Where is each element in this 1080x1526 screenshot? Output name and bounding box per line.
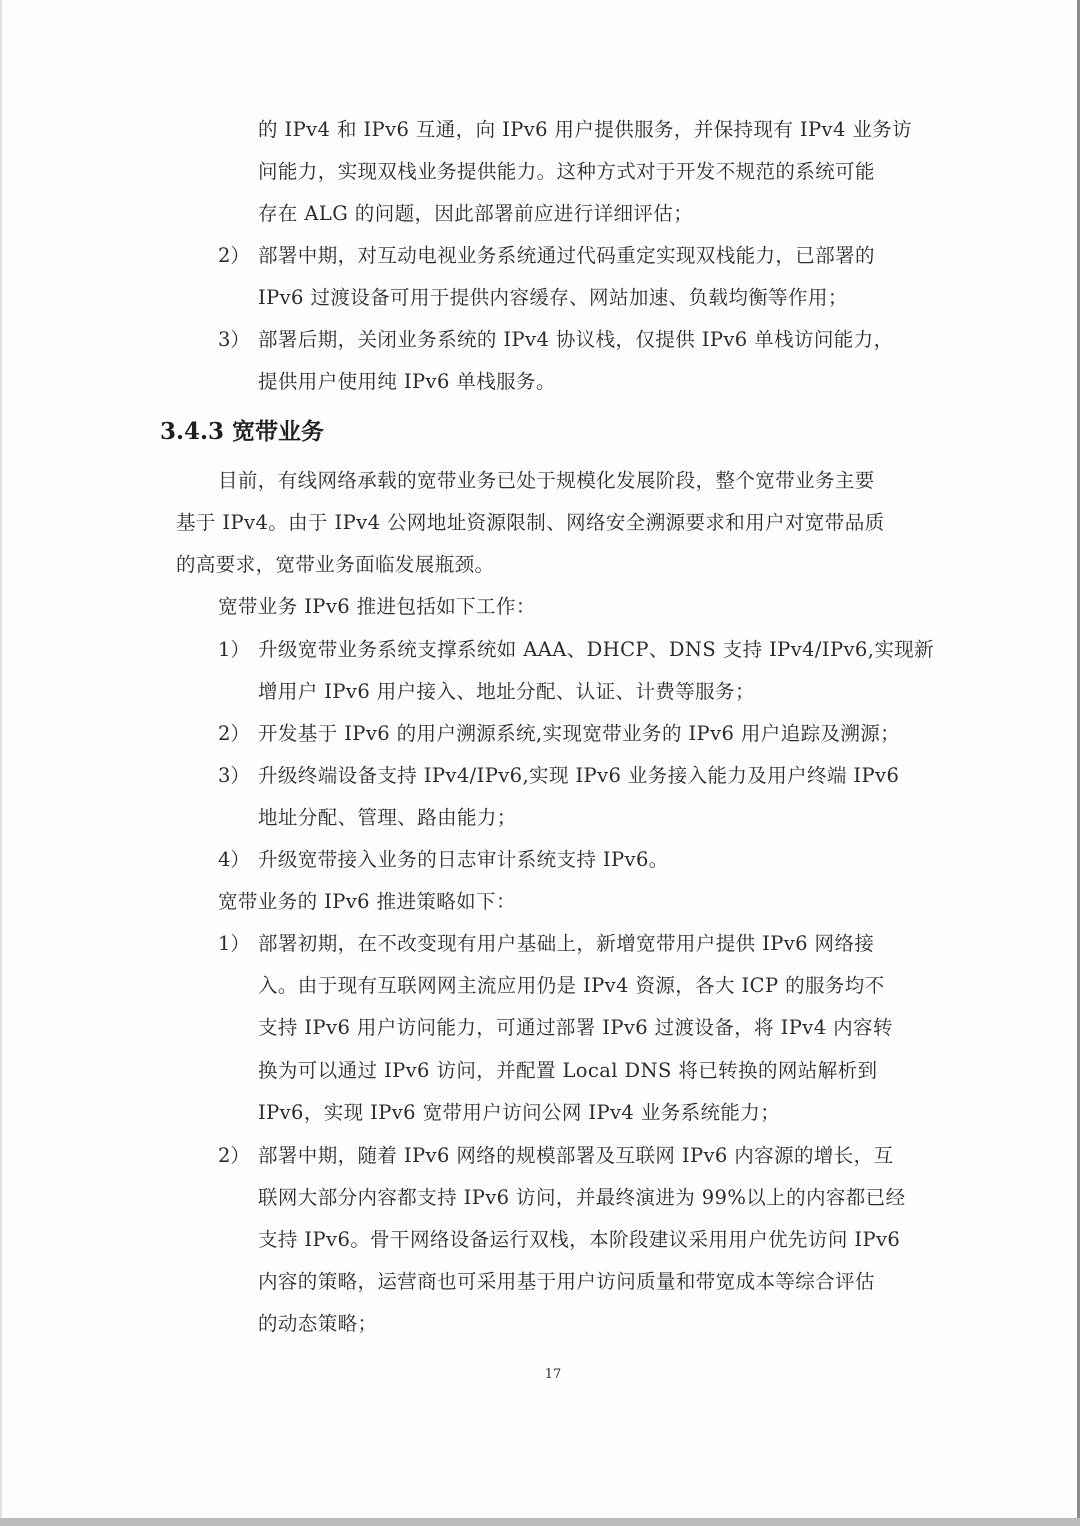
page-edge-left: [0, 0, 2, 1526]
list-item-line: 开发基于 IPv6 的用户溯源系统,实现宽带业务的 IPv6 用户追踪及溯源；: [258, 722, 901, 745]
list-item-number: 1）: [218, 638, 250, 661]
list-item-line: 提供用户使用纯 IPv6 单栈服务。: [258, 370, 556, 393]
work-list-title: 宽带业务 IPv6 推进包括如下工作：: [218, 595, 536, 618]
list-item-line: 部署中期，随着 IPv6 网络的规模部署及互联网 IPv6 内容源的增长，互: [258, 1144, 894, 1167]
list-item-line: IPv6，实现 IPv6 宽带用户访问公网 IPv4 业务系统能力；: [258, 1101, 781, 1124]
list-item-line: 升级宽带接入业务的日志审计系统支持 IPv6。: [258, 848, 669, 871]
paragraph-line: 目前，有线网络承载的宽带业务已处于规模化发展阶段，整个宽带业务主要: [218, 469, 875, 492]
list-item-number: 3）: [218, 328, 250, 351]
list-item-line: 部署后期，关闭业务系统的 IPv4 协议栈，仅提供 IPv6 单栈访问能力，: [258, 328, 894, 351]
list-item-line: 增用户 IPv6 用户接入、地址分配、认证、计费等服务；: [258, 680, 755, 703]
list-item-line: 地址分配、管理、路由能力；: [258, 806, 517, 829]
list-item-number: 1）: [218, 932, 250, 955]
list-item-number: 2）: [218, 244, 250, 267]
paragraph-line: 基于 IPv4。由于 IPv4 公网地址资源限制、网络安全溯源要求和用户对宽带品质: [176, 511, 885, 534]
list-item-line: 部署中期，对互动电视业务系统通过代码重定实现双栈能力，已部署的: [258, 244, 875, 267]
list-item-line: IPv6 过渡设备可用于提供内容缓存、网站加速、负载均衡等作用；: [258, 286, 848, 309]
section-heading: 3.4.3 宽带业务: [160, 418, 325, 445]
list-item-line: 升级宽带业务系统支撑系统如 AAA、DHCP、DNS 支持 IPv4/IPv6,实现新: [258, 638, 935, 661]
list-item-line: 内容的策略，运营商也可采用基于用户访问质量和带宽成本等综合评估: [258, 1270, 875, 1293]
list-item-line: 联网大部分内容都支持 IPv6 访问，并最终演进为 99%以上的内容都已经: [258, 1186, 906, 1209]
list-item-line: 的 IPv4 和 IPv6 互通，向 IPv6 用户提供服务，并保持现有 IPv4 业务访: [258, 118, 913, 141]
list-item-line: 问能力，实现双栈业务提供能力。这种方式对于开发不规范的系统可能: [258, 160, 875, 183]
list-item-number: 2）: [218, 722, 250, 745]
strategy-list-title: 宽带业务的 IPv6 推进策略如下：: [218, 890, 516, 913]
list-item-line: 的动态策略；: [258, 1312, 378, 1335]
list-item-line: 支持 IPv6。骨干网络设备运行双栈，本阶段建议采用用户优先访问 IPv6: [258, 1228, 901, 1251]
list-item-line: 换为可以通过 IPv6 访问，并配置 Local DNS 将已转换的网站解析到: [258, 1059, 878, 1082]
list-item-number: 2）: [218, 1144, 250, 1167]
list-item-line: 入。由于现有互联网网主流应用仍是 IPv4 资源，各大 ICP 的服务均不: [258, 974, 885, 997]
list-item-line: 部署初期，在不改变现有用户基础上，新增宽带用户提供 IPv6 网络接: [258, 932, 875, 955]
paragraph-line: 的高要求，宽带业务面临发展瓶颈。: [176, 553, 495, 576]
page-number: 17: [544, 1367, 562, 1382]
list-item-line: 升级终端设备支持 IPv4/IPv6,实现 IPv6 业务接入能力及用户终端 IPv6: [258, 764, 900, 787]
page-edge-bottom: [0, 1518, 1080, 1526]
list-item-line: 存在 ALG 的问题，因此部署前应进行详细评估；: [258, 202, 694, 225]
list-item-number: 3）: [218, 764, 250, 787]
list-item-number: 4）: [218, 848, 250, 871]
list-item-line: 支持 IPv6 用户访问能力，可通过部署 IPv6 过渡设备，将 IPv4 内容转: [258, 1016, 893, 1039]
